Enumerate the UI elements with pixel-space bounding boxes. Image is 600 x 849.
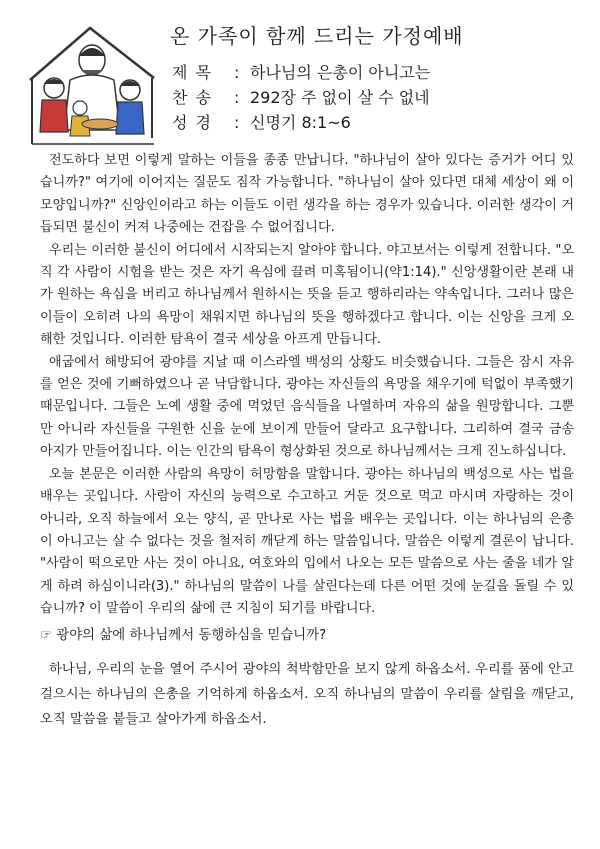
- sermon-body: [40, 150, 574, 732]
- hymn-label: 찬송: [172, 88, 219, 107]
- info-row-scripture: [172, 110, 430, 135]
- closing-prayer: 하나님, 우리의 눈을 열어 주시어 광야의 척박함만을 보지 않게 하옵소서. 우리를 품에 안고 걸으시는 하나님의 은총을 기억하게 하옵소서. 오직 하나님의 말씀이 우리를 살림을 깨닫고, 오직 말씀을 붙들고 살아가게 하옵소서.: [40, 661, 574, 727]
- worship-title: 온 가족이 함께 드리는 가정예배: [170, 24, 464, 48]
- separator: :: [234, 63, 240, 82]
- scripture-label: 성경: [172, 113, 219, 132]
- separator: :: [234, 88, 240, 107]
- hymn-value: 292장 주 없이 살 수 없네: [250, 88, 430, 107]
- title-label: 제목: [172, 63, 219, 82]
- reflection-question: ☞ 광야의 삶에 하나님께서 동행하심을 믿습니까?: [40, 627, 327, 643]
- family-worship-logo: [24, 20, 162, 146]
- worship-header: [0, 0, 600, 150]
- sermon-paragraph: 애굽에서 해방되어 광야를 지날 때 이스라엘 백성의 상황도 비슷했습니다. 그들은 잠시 자유를 얻은 것에 기뻐하였으나 곧 낙담합니다. 광야는 자신들의 욕망을 채우기에 턱없이 부족했기 때문입니다. 그들은 노예 생활 중에 먹었던 음식들을 나열하며 자유의 삶을 원망합니다. 그뿐만 아니라 자신들을 구원한 신을 눈에 보이게 만들어 달라고 요구합니다. 그리하여 결국 금송아지가 만들어집니다. 이는 인간의 탐욕이 형상화된 것으로 하나님께서는 크게 진노하십니다.: [40, 354, 574, 460]
- sermon-paragraph: 우리는 이러한 불신이 어디에서 시작되는지 알아야 합니다. 야고보서는 이렇게 전합니다. "오직 각 사람이 시험을 받는 것은 자기 욕심에 끌려 미혹됨이니(약1:14)." 신앙생활이란 본래 내가 원하는 욕심을 버리고 하나님께서 원하시는 뜻을 듣고 행하리라는 약속입니다. 그러나 많은 이들이 오히려 나의 욕망이 채워지면 하나님의 뜻을 행하겠다고 합니다. 이는 신앙을 크게 오해한 것입니다. 이러한 탐욕이 결국 세상을 아프게 만듭니다.: [40, 242, 574, 348]
- scripture-value: 신명기 8:1~6: [250, 113, 351, 132]
- title-value: 하나님의 은총이 아니고는: [250, 63, 431, 82]
- info-row-hymn: [172, 85, 430, 110]
- worship-info: [172, 60, 430, 135]
- sermon-paragraph: 오늘 본문은 이러한 사람의 욕망이 허망함을 말합니다. 광야는 하나님의 백성으로 사는 법을 배우는 곳입니다. 사람이 자신의 능력으로 수고하고 거둔 것으로 먹고 마시며 자랑하는 것이 아니라, 오직 하늘에서 오는 양식, 곧 만나로 사는 법을 배우는 곳입니다. 이는 하나님의 은총이 아니고는 살 수 없다는 것을 철저히 깨닫게 하는 말씀입니다. 말씀은 이렇게 결론이 납니다. "사람이 떡으로만 사는 것이 아니요, 여호와의 입에서 나오는 모든 말씀으로 사는 줄을 네가 알게 하려 하심이니라(3)." 하나님의 말씀이 나를 살린다는데 다른 어떤 것에 눈길을 돌릴 수 있습니까? 이 말씀이 우리의 삶에 큰 지침이 되기를 바랍니다.: [40, 466, 574, 617]
- info-row-title: [172, 60, 430, 85]
- sermon-paragraph: 전도하다 보면 이렇게 말하는 이들을 종종 만납니다. "하나님이 살아 있다는 증거가 어디 있습니까?" 여기에 이어지는 질문도 짐작 가능합니다. "하나님이 살아 있다면 대체 세상이 왜 이 모양입니까?" 신앙인이라고 하는 이들도 이런 생각을 하는 경우가 있습니다. 이러한 생각이 거듭되면 불신이 커져 나중에는 건잡을 수 없어집니다.: [40, 153, 574, 236]
- separator: :: [234, 113, 240, 132]
